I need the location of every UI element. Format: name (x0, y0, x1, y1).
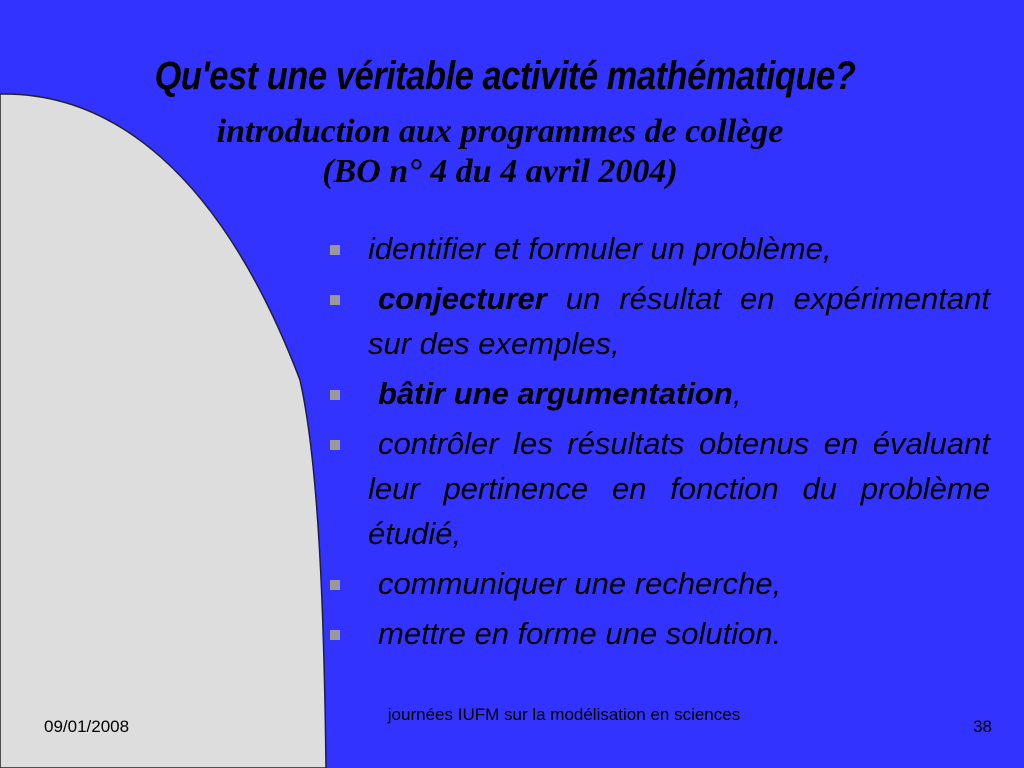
square-bullet-icon (330, 295, 340, 305)
bullet-lead (368, 616, 378, 651)
square-bullet-icon (330, 580, 340, 590)
footer-text: journées IUFM sur la modélisation en sciences (387, 705, 741, 724)
slide-title: Qu'est une véritable activité mathématique? (154, 54, 856, 98)
bullet-lead: bâtir une argumentation (378, 376, 733, 411)
bullet-item (326, 226, 990, 271)
footer-page-number: 38 (973, 717, 992, 736)
bullet-text: identifier et formuler un problème, (368, 231, 832, 266)
bullet-list (326, 226, 990, 661)
bullet-text: contrôler les résultats obtenus en évaluant leur pertinence en fonction du problème étudié, (368, 426, 990, 551)
bullet-item (326, 561, 990, 606)
square-bullet-icon (330, 390, 340, 400)
bullet-lead: conjecturer (378, 281, 547, 316)
bullet-lead (368, 566, 378, 601)
bullet-text: communiquer une recherche, (378, 566, 782, 601)
square-bullet-icon (330, 440, 340, 450)
bullet-item (326, 276, 990, 366)
bullet-text: , (732, 376, 742, 411)
slide-subtitle-line-1: introduction aux programmes de collège (216, 113, 784, 150)
bullet-item (326, 371, 990, 416)
bullet-text: mettre en forme une solution. (378, 616, 782, 651)
square-bullet-icon (330, 245, 340, 255)
bullet-item (326, 611, 990, 656)
bullet-item (326, 421, 990, 556)
bullet-lead (368, 426, 378, 461)
slide-subtitle-line-2: (BO n° 4 du 4 avril 2004) (322, 153, 678, 190)
bullet-text: un résultat en expérimentant sur des exemples, (368, 281, 990, 361)
square-bullet-icon (330, 630, 340, 640)
footer-date: 09/01/2008 (44, 717, 130, 736)
